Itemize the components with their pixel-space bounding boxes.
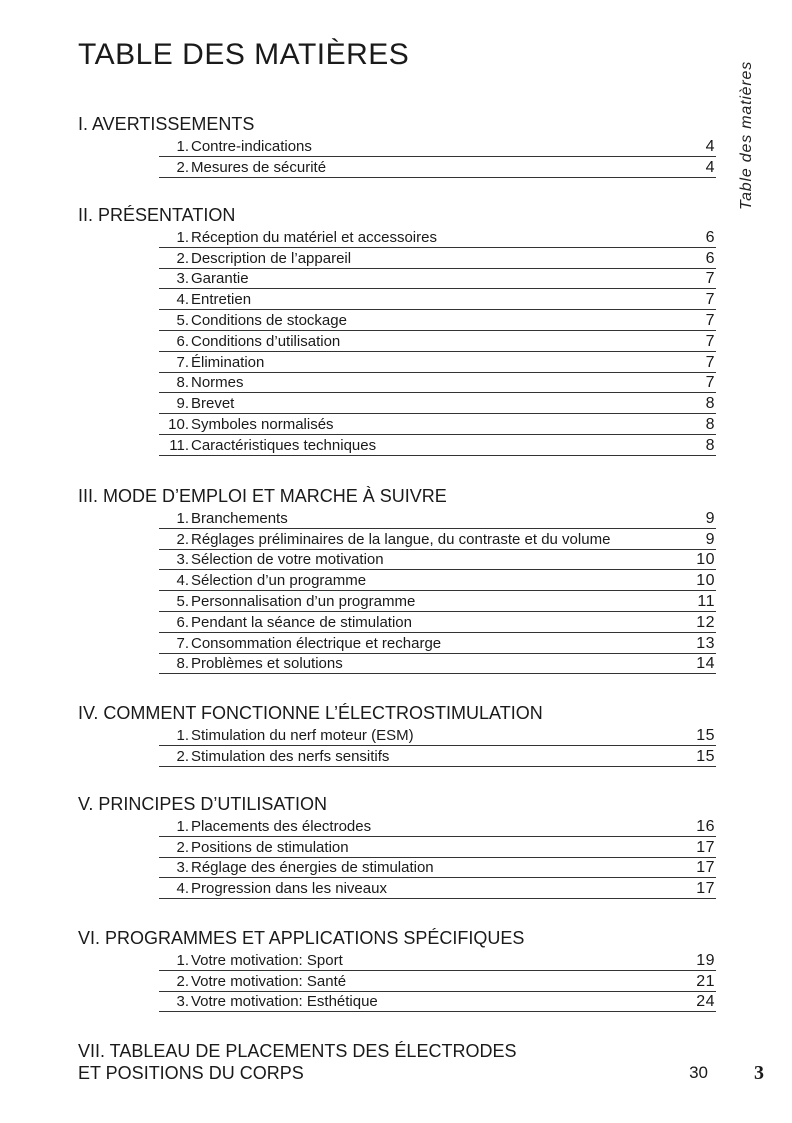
entry-page: 15 [696, 747, 715, 765]
entry-page: 17 [696, 838, 715, 856]
toc-entry [159, 373, 716, 394]
entry-number: 1. [176, 726, 189, 744]
entry-label: Réception du matériel et accessoires [191, 228, 437, 246]
entry-page: 16 [696, 817, 715, 835]
entry-page: 17 [696, 859, 715, 877]
entry-label: Réglages préliminaires de la langue, du contraste et du volume [191, 530, 611, 548]
entry-number: 2. [176, 747, 189, 765]
toc-entry [159, 550, 716, 571]
toc-entry [159, 289, 716, 310]
toc-entry [159, 529, 716, 550]
entry-number: 6. [176, 613, 189, 631]
entry-label: Positions de stimulation [191, 838, 349, 856]
toc-entry [159, 950, 716, 971]
entry-list [159, 508, 716, 674]
section-title: III. MODE D’EMPLOI ET MARCHE À SUIVRE [78, 486, 447, 506]
entry-number: 5. [176, 592, 189, 610]
entry-number: 1. [176, 951, 189, 969]
entry-page: 8 [705, 415, 715, 433]
entry-label: Pendant la séance de stimulation [191, 613, 412, 631]
section-title: IV. COMMENT FONCTIONNE L’ÉLECTROSTIMULATION [78, 703, 543, 723]
entry-number: 5. [176, 311, 189, 329]
toc-section-6 [78, 926, 716, 1012]
entry-list [159, 725, 716, 767]
toc-entry [159, 591, 716, 612]
entry-page: 4 [705, 137, 715, 155]
final-section-page: 30 [689, 1063, 708, 1082]
entry-number: 2. [176, 249, 189, 267]
entry-number: 8. [176, 374, 189, 392]
entry-page: 7 [705, 332, 715, 350]
entry-label: Mesures de sécurité [191, 158, 327, 176]
entry-label: Normes [191, 374, 244, 392]
toc-entry [159, 612, 716, 633]
toc-entry [159, 393, 716, 414]
entry-label: Conditions d’utilisation [191, 332, 341, 350]
entry-page: 24 [696, 993, 715, 1011]
toc-entry [159, 352, 716, 373]
entry-number: 11. [169, 436, 189, 454]
toc-section-2 [78, 203, 716, 456]
toc-section-1 [78, 112, 716, 178]
entry-page: 13 [696, 634, 715, 652]
entry-page: 19 [696, 951, 715, 969]
entry-number: 2. [176, 972, 189, 990]
section-title: VI. PROGRAMMES ET APPLICATIONS SPÉCIFIQUES [78, 928, 525, 948]
entry-list [159, 950, 716, 1012]
final-section-line-1: VII. TABLEAU DE PLACEMENTS DES ÉLECTRODES [78, 1041, 517, 1061]
entry-label: Caractéristiques techniques [191, 436, 377, 454]
toc-section-4 [78, 701, 716, 767]
entry-page: 9 [705, 509, 715, 527]
toc-entry [159, 269, 716, 290]
entry-number: 7. [176, 353, 189, 371]
entry-number: 2. [176, 838, 189, 856]
toc-entry [159, 633, 716, 654]
entry-page: 4 [705, 158, 715, 176]
toc-entry [159, 570, 716, 591]
entry-page: 10 [696, 551, 715, 569]
page-title: TABLE DES MATIÈRES [78, 38, 410, 71]
toc-entry [159, 654, 716, 675]
toc-section-3 [78, 484, 716, 674]
entry-number: 3. [176, 859, 189, 877]
toc-entry [159, 837, 716, 858]
entry-page: 7 [705, 311, 715, 329]
toc-entry [159, 858, 716, 879]
toc-entry [159, 157, 716, 178]
toc-entry [159, 725, 716, 746]
entry-label: Contre-indications [191, 137, 312, 155]
entry-label: Sélection de votre motivation [191, 551, 384, 569]
entry-page: 8 [705, 436, 715, 454]
entry-number: 4. [176, 291, 189, 309]
entry-number: 4. [176, 880, 189, 898]
entry-label: Brevet [191, 395, 235, 413]
entry-label: Réglage des énergies de stimulation [191, 859, 434, 877]
toc-entry [159, 136, 716, 157]
entry-number: 1. [176, 509, 189, 527]
toc-entry [159, 992, 716, 1013]
toc-entry [159, 508, 716, 529]
toc-section-5 [78, 792, 716, 899]
entry-number: 7. [176, 634, 189, 652]
entry-label: Progression dans les niveaux [191, 880, 387, 898]
entry-page: 9 [705, 530, 715, 548]
entry-label: Sélection d’un programme [191, 572, 367, 590]
entry-number: 3. [176, 270, 189, 288]
entry-number: 2. [176, 158, 189, 176]
entry-page: 10 [696, 572, 715, 590]
toc-entry [159, 331, 716, 352]
page-number: 3 [754, 1062, 764, 1084]
entry-label: Stimulation des nerfs sensitifs [191, 747, 390, 765]
entry-page: 8 [705, 395, 715, 413]
entry-number: 3. [176, 993, 189, 1011]
toc-entry [159, 816, 716, 837]
entry-label: Placements des électrodes [191, 817, 372, 835]
entry-number: 6. [176, 332, 189, 350]
entry-number: 2. [176, 530, 189, 548]
entry-page: 7 [705, 270, 715, 288]
entry-number: 1. [176, 137, 189, 155]
entry-label: Personnalisation d’un programme [191, 592, 416, 610]
entry-label: Branchements [191, 509, 288, 527]
section-title: II. PRÉSENTATION [78, 205, 236, 225]
entry-label: Conditions de stockage [191, 311, 347, 329]
section-title: V. PRINCIPES D’UTILISATION [78, 794, 328, 814]
entry-number: 3. [176, 551, 189, 569]
entry-label: Votre motivation: Santé [191, 972, 347, 990]
entry-number: 9. [176, 395, 189, 413]
entry-label: Description de l’appareil [191, 249, 352, 267]
entry-page: 6 [705, 249, 715, 267]
toc-entry [159, 227, 716, 248]
toc-section-7 [78, 1040, 708, 1084]
entry-page: 7 [705, 374, 715, 392]
entry-label: Consommation électrique et recharge [191, 634, 442, 652]
entry-label: Entretien [191, 291, 252, 309]
section-title: I. AVERTISSEMENTS [78, 114, 255, 134]
toc-entry [159, 971, 716, 992]
toc-entry [159, 878, 716, 899]
toc-entry [159, 414, 716, 435]
side-label: Table des matières [738, 61, 755, 210]
entry-number: 1. [176, 228, 189, 246]
toc-entry [159, 746, 716, 767]
entry-number: 1. [176, 817, 189, 835]
toc-entry [159, 310, 716, 331]
entry-label: Symboles normalisés [191, 415, 334, 433]
entry-number: 4. [176, 572, 189, 590]
entry-label: Élimination [191, 353, 265, 371]
entry-page: 12 [696, 613, 715, 631]
entry-number: 10. [168, 415, 189, 433]
entry-list [159, 227, 716, 456]
entry-page: 15 [696, 726, 715, 744]
entry-label: Votre motivation: Esthétique [191, 993, 378, 1011]
entry-page: 17 [696, 880, 715, 898]
entry-label: Votre motivation: Sport [191, 951, 343, 969]
entry-label: Problèmes et solutions [191, 655, 343, 673]
entry-page: 11 [697, 592, 715, 610]
entry-label: Garantie [191, 270, 249, 288]
entry-number: 8. [176, 655, 189, 673]
final-section-line-2: ET POSITIONS DU CORPS [78, 1063, 304, 1083]
entry-list [159, 816, 716, 899]
entry-label: Stimulation du nerf moteur (ESM) [191, 726, 414, 744]
toc-entry [159, 248, 716, 269]
entry-list [159, 136, 716, 178]
entry-page: 6 [705, 228, 715, 246]
entry-page: 21 [696, 972, 715, 990]
toc-entry [159, 435, 716, 456]
entry-page: 14 [696, 655, 715, 673]
entry-page: 7 [705, 291, 715, 309]
entry-page: 7 [705, 353, 715, 371]
